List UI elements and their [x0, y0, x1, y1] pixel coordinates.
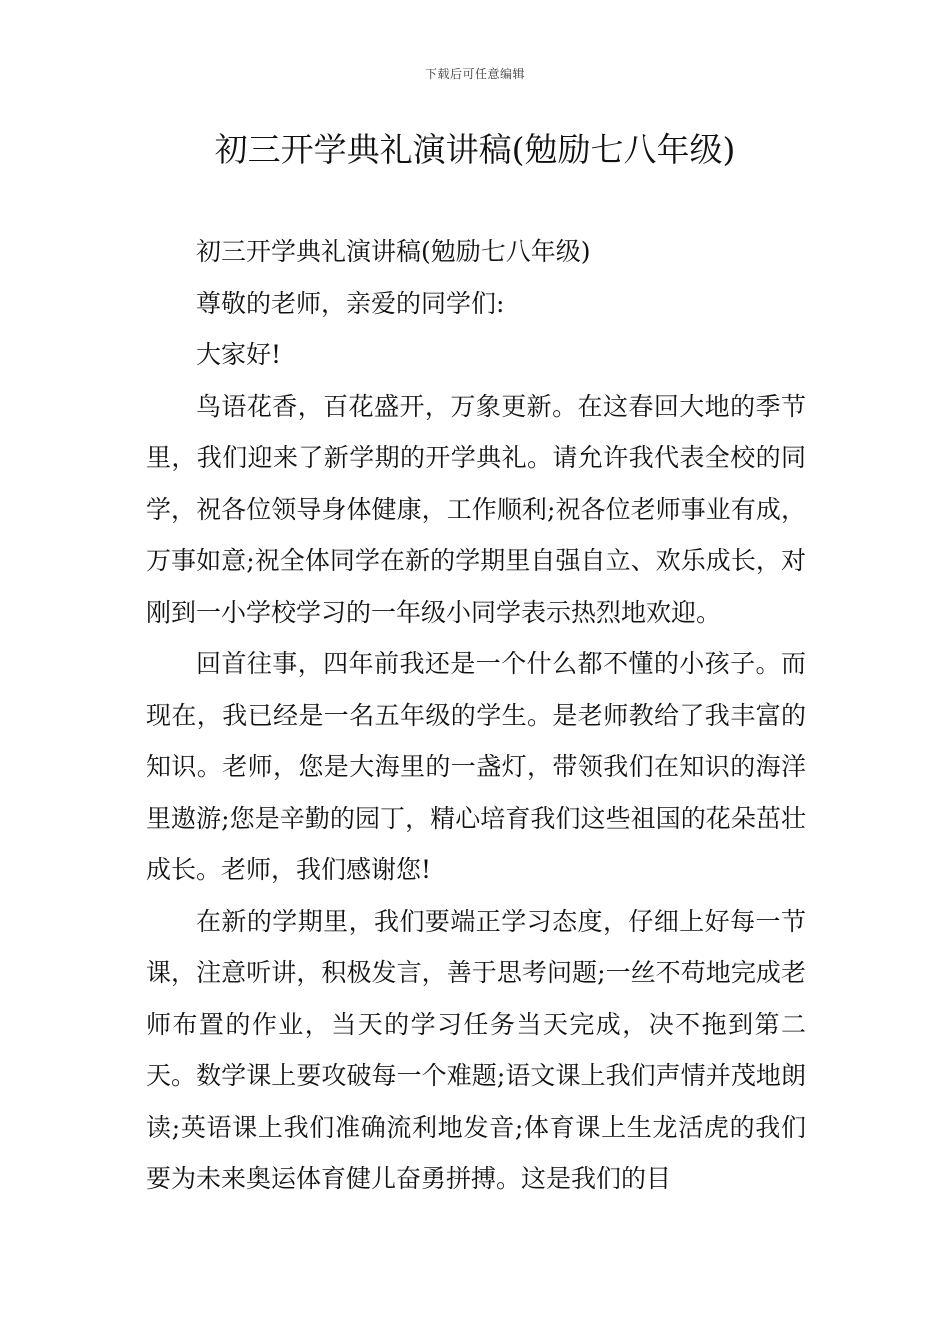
paragraph-salutation: 尊敬的老师，亲爱的同学们:: [196, 288, 505, 318]
document-title: 初三开学典礼演讲稿(勉励七八年级): [214, 130, 736, 169]
header-note: 下载后可任意编辑: [424, 67, 525, 81]
paragraph-reflection: 回首往事，四年前我还是一个什么都不懂的小孩子。而现在，我已经是一名五年级的学生。是老师教给了我丰富的知识。老师，您是大海里的一盏灯，带领我们在知识的海洋里遨游;您是辛勤的园丁，精心培育我们这些祖国的花朵茁壮成长。老师，我们感谢您!: [146, 649, 806, 884]
paragraph-opening: 鸟语花香，百花盛开，万象更新。在这春回大地的季节里，我们迎来了新学期的开学典礼。请允许我代表全校的同学，祝各位领导身体健康，工作顺利;祝各位老师事业有成，万事如意;祝全体同学在新的学期里自强自立、欢乐成长，对刚到一小学校学习的一年级小同学表示热烈地欢迎。: [146, 391, 806, 627]
paragraph-repeated-title: 初三开学典礼演讲稿(勉励七八年级): [196, 237, 591, 266]
paragraph-greeting: 大家好!: [196, 340, 282, 369]
paragraph-new-semester: 在新的学期里，我们要端正学习态度，仔细上好每一节课，注意听讲，积极发言，善于思考问题;一丝不苟地完成老师布置的作业，当天的学习任务当天完成，决不拖到第二天。数学课上要攻破每一个难题;语文课上我们声情并茂地朗读;英语课上我们准确流利地发音;体育课上生龙活虎的我们要为未来奥运体育健儿奋勇拼搏。这是我们的目: [146, 906, 806, 1193]
document-body: [146, 226, 806, 1205]
